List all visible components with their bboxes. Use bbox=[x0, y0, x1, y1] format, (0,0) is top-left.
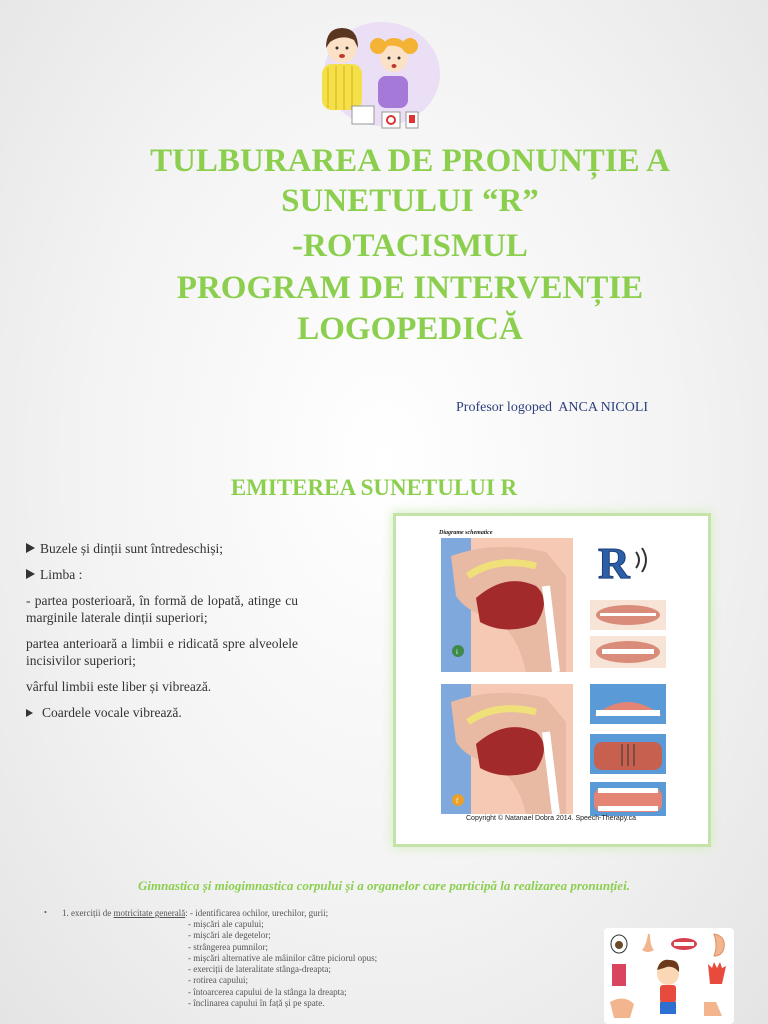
boy-figure bbox=[657, 960, 679, 1014]
mouth-icon bbox=[671, 938, 697, 950]
body-parts-illustration bbox=[604, 928, 734, 1024]
list-item: - mișcări ale degetelor; bbox=[188, 930, 271, 941]
gymnastics-heading: Gimnastica și miogimnastica corpului și a organelor care participă la realizarea pronunției. bbox=[138, 878, 630, 893]
children-illustration bbox=[312, 18, 442, 130]
step-label-i: i bbox=[456, 648, 458, 656]
diagram-caption: Diagrame schematice bbox=[439, 530, 493, 536]
articulation-diagram bbox=[396, 516, 708, 844]
list-item: - partea posterioară, în formă de lopată, atinge cu marginile laterale dinții superiori; bbox=[26, 593, 298, 625]
list-item: - rotirea capului; bbox=[188, 975, 248, 986]
foot-icon bbox=[704, 1002, 722, 1016]
articulation-list bbox=[26, 540, 298, 730]
list-item: vârful limbii este liber și vibrează. bbox=[26, 679, 212, 694]
arm-icon bbox=[610, 998, 634, 1018]
step-label-f: f bbox=[456, 797, 459, 805]
list-item: - exerciții de lateralitate stânga-dreapta; bbox=[188, 964, 331, 975]
list-item: - mișcări alternative ale mâinilor către piciorul opus; bbox=[188, 952, 378, 963]
author-name: Profesor logoped ANCA NICOLI bbox=[456, 400, 649, 415]
title-line-5: LOGOPEDICĂ bbox=[297, 311, 523, 347]
triangle-bullet-icon bbox=[26, 709, 33, 717]
list-item: Coardele vocale vibrează. bbox=[26, 704, 298, 721]
triangle-bullet-icon bbox=[26, 543, 35, 553]
list-item: - întoarcerea capului de la stânga la dreapta; bbox=[188, 986, 347, 997]
eye-icon bbox=[611, 935, 627, 953]
triangle-bullet-icon bbox=[26, 569, 35, 579]
list-item: - strângerea pumnilor; bbox=[188, 941, 268, 952]
title-line-3: -ROTACISMUL bbox=[292, 228, 528, 264]
exercise-first-line: 1. exerciții de motricitate generală: - identificarea ochilor, urechilor, gurii; bbox=[62, 908, 329, 918]
mouth-cross-section-diagram bbox=[396, 516, 708, 844]
nose-icon bbox=[642, 934, 654, 952]
list-item: partea anterioară a limbii e ridicată spre alveolele incisivilor superiori; bbox=[26, 636, 298, 668]
section-heading: EMITEREA SUNETULUI R bbox=[230, 475, 518, 500]
diagram-copyright: Copyright © Natanael Dobra 2014. Speech-Therapy.ca bbox=[466, 815, 637, 822]
list-item: Limba : bbox=[26, 566, 298, 583]
title-line-1: TULBURAREA DE PRONUNȚIE A bbox=[150, 143, 670, 179]
bullet-icon: • bbox=[44, 908, 47, 917]
letter-r: R bbox=[598, 539, 630, 588]
title-line-4: PROGRAM DE INTERVENȚIE bbox=[176, 270, 644, 306]
list-item: - mișcări ale capului; bbox=[188, 919, 264, 929]
title-line-2: SUNETULUI “R” bbox=[281, 183, 539, 219]
exercise-sub-list bbox=[188, 919, 377, 1009]
legs-icon bbox=[612, 964, 626, 986]
hand-icon bbox=[708, 962, 726, 984]
ear-icon bbox=[714, 934, 724, 956]
sound-waves-icon bbox=[636, 548, 646, 572]
underlined-term: motricitate generală bbox=[113, 908, 186, 918]
list-item: - înclinarea capului în față și pe spate. bbox=[188, 998, 325, 1009]
list-item: Buzele și dinții sunt întredeschiși; bbox=[26, 540, 298, 557]
